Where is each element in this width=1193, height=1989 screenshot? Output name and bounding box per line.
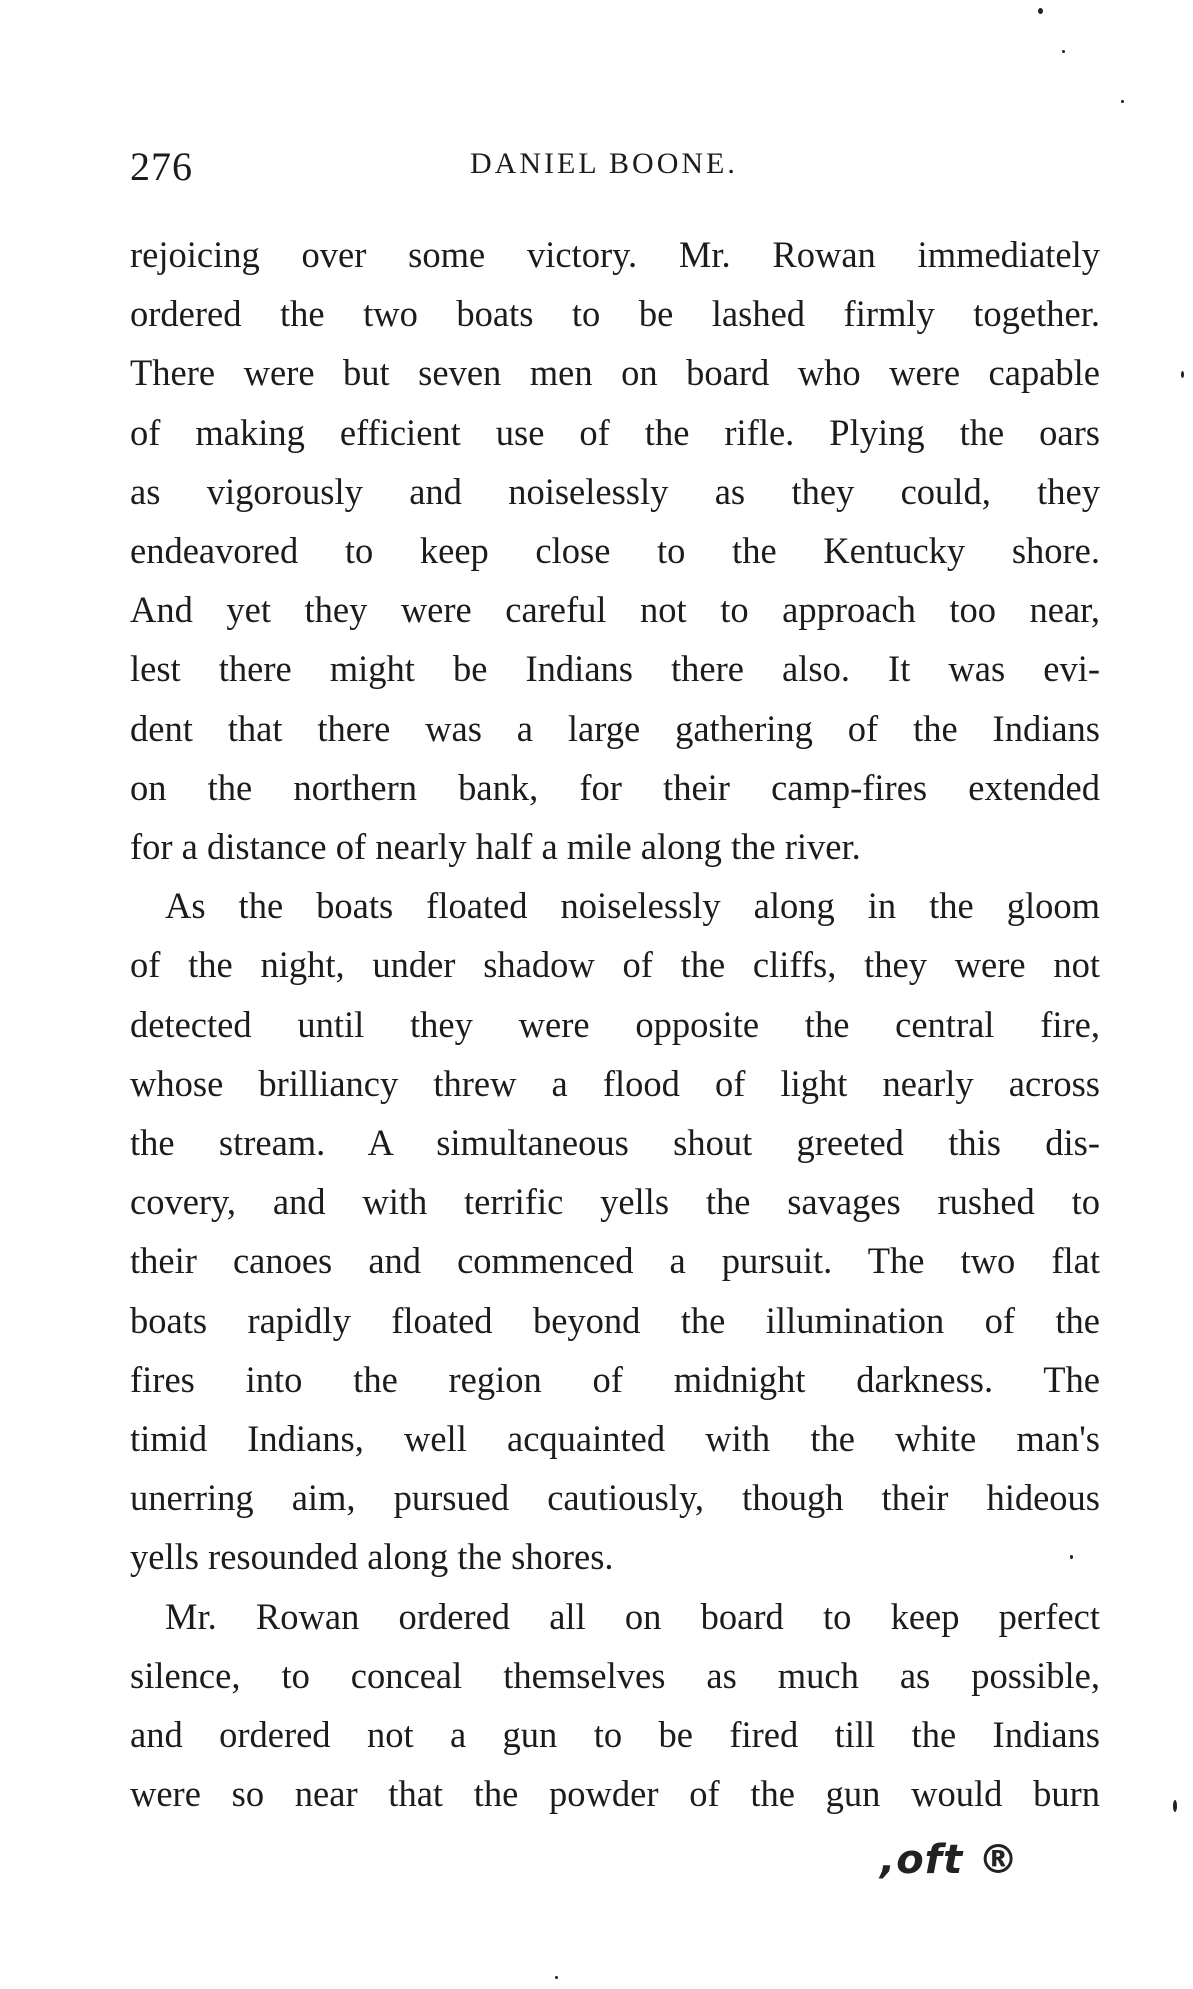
paragraph-2 — [130, 876, 1100, 1586]
body-text — [130, 225, 1100, 1823]
text-line: rejoicing over some victory. Mr. Rowan immediately — [130, 234, 1100, 275]
text-line: ordered the two boats to be lashed firmly together. — [130, 293, 1100, 335]
text-line: as vigorously and noiselessly as they could, they — [130, 470, 1100, 512]
page-number: 276 — [130, 144, 193, 189]
text-line: of the night, under shadow of the cliffs, they were not — [130, 944, 1100, 986]
text-line: silence, to conceal themselves as much as possible, — [130, 1654, 1100, 1696]
text-line: and ordered not a gun to be fired till the Indians — [130, 1714, 1100, 1756]
text-line: for a distance of nearly half a mile along the river. — [130, 826, 861, 868]
library-stamp: ,oft ® — [880, 1837, 1020, 1883]
scan-speck — [1038, 8, 1043, 14]
scan-speck — [555, 1976, 558, 1979]
scan-speck — [1070, 1555, 1073, 1559]
scan-speck — [1181, 371, 1184, 378]
text-line: covery, and with terrific yells the savages rushed to — [130, 1181, 1100, 1223]
text-line: unerring aim, pursued cautiously, though their hideous — [130, 1477, 1100, 1519]
text-line: yells resounded along the shores. — [130, 1536, 614, 1578]
text-line: There were but seven men on board who were capable — [130, 352, 1100, 394]
text-line: endeavored to keep close to the Kentucky shore. — [130, 530, 1100, 572]
paragraph-1 — [130, 225, 1100, 876]
text-line: whose brilliancy threw a flood of light nearly across — [130, 1062, 1100, 1104]
page-header — [130, 143, 1110, 193]
paragraph-3 — [130, 1587, 1100, 1824]
scan-speck — [1173, 1800, 1177, 1812]
text-line: their canoes and commenced a pursuit. The two flat — [130, 1240, 1100, 1282]
text-line: of making efficient use of the rifle. Plying the oars — [130, 411, 1100, 453]
scan-speck — [1062, 50, 1065, 53]
text-line: dent that there was a large gathering of the Indians — [130, 707, 1100, 749]
text-line: were so near that the powder of the gun would burn — [130, 1773, 1100, 1815]
text-line: the stream. A simultaneous shout greeted this dis- — [130, 1122, 1100, 1164]
text-line: on the northern bank, for their camp-fires extended — [130, 766, 1100, 808]
text-line: detected until they were opposite the central fire, — [130, 1003, 1100, 1045]
text-line: fires into the region of midnight darkness. The — [130, 1358, 1100, 1400]
text-line: lest there might be Indians there also. It was evi- — [130, 648, 1100, 690]
text-line: timid Indians, well acquainted with the white man's — [130, 1418, 1100, 1460]
scan-speck — [1121, 100, 1124, 103]
text-line: Mr. Rowan ordered all on board to keep perfect — [165, 1595, 1100, 1637]
text-line: boats rapidly floated beyond the illumination of the — [130, 1299, 1100, 1341]
running-head: DANIEL BOONE. — [470, 147, 738, 180]
text-line: As the boats floated noiselessly along in the gloom — [165, 885, 1100, 927]
text-line: And yet they were careful not to approach too near, — [130, 589, 1100, 631]
